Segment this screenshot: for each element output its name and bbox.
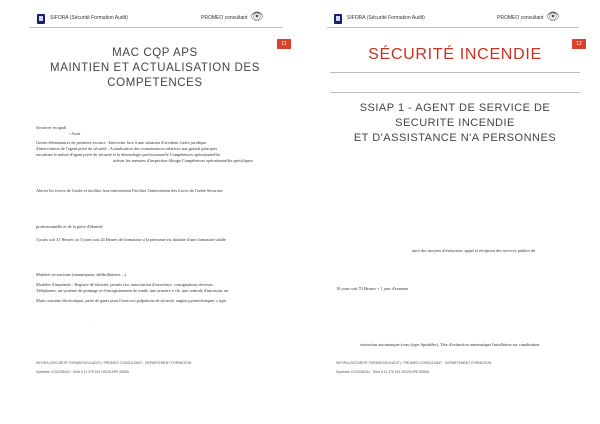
header-divider xyxy=(327,27,579,28)
course-title-line-3: ET D'ASSISTANCE N'A PERSONNES xyxy=(353,132,557,144)
body-text: d'exercer en quali xyxy=(36,125,67,130)
course-title-line-1: SSIAP 1 - AGENT DE SERVICE DE xyxy=(359,102,551,114)
page-number-badge: 12 xyxy=(572,39,586,49)
body-text: / Avoir xyxy=(69,131,81,136)
section-title-line-1: MAC CQP APS xyxy=(112,47,198,59)
footer-line-1: SIFORA (SECURITE FORMATION AUDIT) / PROMEO CONSULTANT · DEPARTEMENT FORMATION xyxy=(36,361,192,365)
body-text: Matériel secourisme (mannequins, défibrillateurs…) xyxy=(36,272,127,277)
page-number-badge: 11 xyxy=(277,39,291,49)
header-org: SIFORA (Sécurité Formation Audit) xyxy=(347,15,425,21)
section-title-line-3: COMPETENCES xyxy=(107,77,203,89)
body-text: Main courante électronique, paire de gants pour l'exercice palpations de sécurité, engins pyrotechniques « type xyxy=(36,298,227,303)
body-text: . xyxy=(93,322,95,327)
section-title-line-2: MAINTIEN ET ACTUALISATION DES xyxy=(50,62,260,74)
course-title-line-2: SECURITE INCENDIE xyxy=(395,117,515,129)
footer-line-1: SIFORA (SECURITE FORMATION AUDIT) / PROMEO CONSULTANT · DEPARTEMENT FORMATION xyxy=(336,361,492,365)
section-title-red: SÉCURITÉ INCENDIE xyxy=(368,46,542,63)
eye-icon: 👁 xyxy=(546,10,560,23)
header-consultant: PROMEO consultant xyxy=(201,15,248,21)
header-divider xyxy=(30,27,282,28)
title-divider-bottom xyxy=(330,92,580,93)
body-text: Gestes élémentaires de premiers secours : Intervenir face à une situation d'accident Cadre juridique xyxy=(36,140,207,145)
body-text: encadrant le métier d'agent privé de sécurité et la déontologie professionnelle Compétences opérationnelles xyxy=(36,152,221,157)
sifora-logo xyxy=(334,14,342,24)
header-org: SIFORA (Sécurité Formation Audit) xyxy=(50,15,128,21)
footer-line-2: Sylvestre COUSSEAU · Siret 5 11 475 514 00025 APE 8559A xyxy=(336,370,430,374)
body-text: d'intervention de l'agent privé de sécurité : Actualisation des connaissances relatives aux grands principes xyxy=(36,146,218,151)
title-divider-top xyxy=(330,72,580,73)
header-consultant: PROMEO consultant xyxy=(497,15,544,21)
body-text: 10 jours soit 70 Heures + 1 jour d'examen xyxy=(336,286,408,291)
sifora-logo xyxy=(37,14,45,24)
body-text: Téléphones, un système de pointage et d'enregistrement de ronde, une armoire à clé, une centrale d'intrusion, un xyxy=(36,288,229,293)
footer-line-2: Sylvestre COUSSEAU · Siret 5 11 475 514 00025 APE 8559A xyxy=(36,370,130,374)
body-text: professionnelle et de la pièce d'identité xyxy=(36,224,103,229)
body-text: Alerter les forces de l'ordre et faciliter leur intervention Faciliter l'intervention des forces de l'ordre Sécuriser xyxy=(36,188,223,193)
body-text: 3 jours soit 31 Heures ou 3 jours soit 24 Heures de formation si la personne est titulaire d'une formation valide xyxy=(36,237,226,242)
body-text: extinction automatique à eau (type Sprinkler), Tête d'extinction automatique Installation sur canalisation xyxy=(360,342,540,347)
right-page xyxy=(300,0,600,424)
body-text: Modèles d'imprimés : Registre de sécurité, permis feu, autorisation d'ouverture, consignations diverses. xyxy=(36,282,214,287)
body-text: activer les mesures d'inspection filtrage Compétences opérationnelles spécifiques xyxy=(113,158,253,163)
body-text: ance des moyens d'extinction, appel et réception des services publics de xyxy=(412,248,536,253)
eye-icon: 👁 xyxy=(250,10,264,23)
